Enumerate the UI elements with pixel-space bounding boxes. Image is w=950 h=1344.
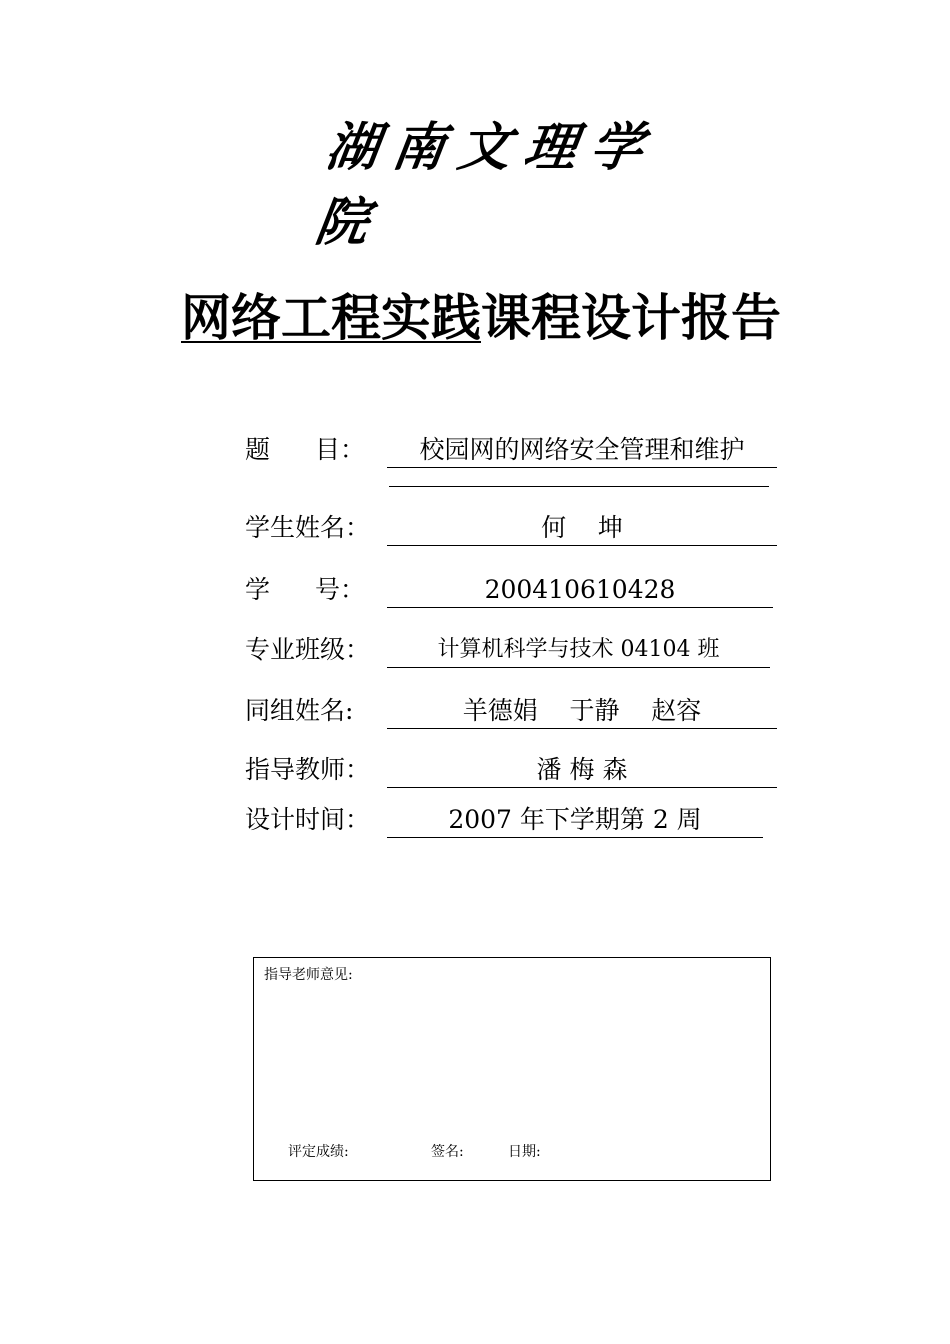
info-row-student-name [245, 506, 777, 546]
report-title [0, 280, 950, 356]
topic-label: 题 目： [245, 435, 365, 464]
info-row-major-class [245, 628, 770, 668]
report-title-suffix: 课程设计报告 [481, 289, 781, 347]
signature-label: 签名: [431, 1144, 464, 1160]
student-name-value: 何 坤 [387, 511, 777, 546]
report-title-course: 网络工程实践 [181, 289, 481, 347]
info-row-design-period [245, 798, 763, 838]
info-row-student-id [245, 568, 773, 608]
design-period-value: 2007 年下学期第 2 周 [387, 803, 763, 838]
date-label: 日期: [508, 1144, 541, 1160]
info-row-group-members [245, 689, 777, 729]
design-period-label: 设计时间： [245, 805, 371, 834]
advisor-comment-box [253, 957, 771, 1181]
info-row-topic [245, 428, 777, 468]
advisor-comment-title: 指导老师意见: [264, 967, 353, 983]
major-class-label: 专业班级： [245, 635, 371, 664]
info-row-advisor [245, 748, 777, 788]
student-id-value: 200410610428 [387, 573, 773, 608]
group-members-value: 羊德娟 于静 赵容 [387, 694, 777, 729]
student-name-label: 学生姓名： [245, 513, 371, 542]
major-class-value: 计算机科学与技术 04104 班 [387, 633, 770, 668]
advisor-value: 潘 梅 森 [387, 753, 777, 788]
topic-value: 校园网的网络安全管理和维护 [387, 433, 777, 468]
school-logo: 湖南文理学院 [311, 117, 661, 253]
grade-label: 评定成绩: [288, 1144, 349, 1160]
topic-continuation-line [389, 486, 769, 487]
student-id-label: 学 号： [245, 575, 365, 604]
advisor-label: 指导教师： [245, 755, 371, 784]
group-members-label: 同组姓名: [245, 696, 354, 725]
